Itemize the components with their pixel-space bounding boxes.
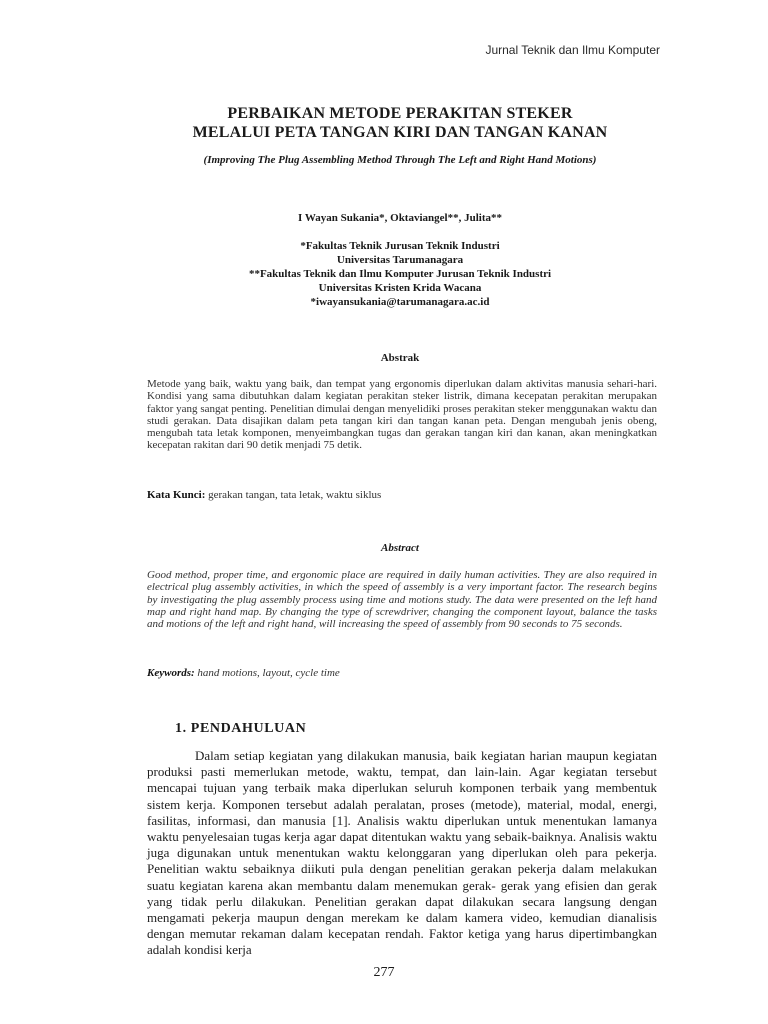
kata-kunci-values: gerakan tangan, tata letak, waktu siklus xyxy=(205,489,382,501)
author-email: *iwayansukania@tarumanagara.ac.id xyxy=(310,296,490,308)
affiliation-line: **Fakultas Teknik dan Ilmu Komputer Jurusan Teknik Industri xyxy=(248,268,552,280)
abstract-body: Good method, proper time, and ergonomic place are required in daily human activities. They are also required in electrical plug assembly activities, in which the speed of assembly is a very important factor. The research begins by investigating the plug assembly process using time and motions study. The data were presented on the left hand map and right hand map. By changing the type of screwdriver, changing the component layout, balance the tasks and motions of the left and right hand, will increasing the speed of assembly from 90 seconds to 75 seconds. xyxy=(147,569,657,631)
section-heading: 1. PENDAHULUAN xyxy=(175,721,307,736)
section-body: Dalam setiap kegiatan yang dilakukan manusia, baik kegiatan harian maupun kegiatan produksi pasti memerlukan metode, waktu, tempat, dan lain-lain. Agar kegiatan tersebut mencapai tujuan yang terbaik maka diperlukan seluruh komponen terbaik yang membentuk sistem kerja. Komponen tersebut adalah peralatan, proses (metode), material, modal, energi, fasilitas, informasi, dan manusia [1]. Analisis waktu diperlukan untuk menentukan lamanya waktu penyelesaian tugas kerja agar dapat ditentukan waktu yang sebaik-baiknya. Analisis waktu juga digunakan untuk menentukan waktu kelonggaran yang diperlukan oleh para pekerja. Penelitian waktu sebaiknya diikuti pula dengan penelitian gerakan pekerja dalam melakukan suatu kegiatan karena akan membantu dalam menemukan gerak- gerak yang efisien dan gerak yang tidak perlu dilakukan. Penelitian gerakan dapat dilakukan secara langsung dengan mengamati pekerja maupun dengan merekam ke dalam kamera video, kemudian dianalisis dengan memutar rekaman dalam kecepatan rendah. Faktor ketiga yang harus dipertimbangkan adalah kondisi kerja xyxy=(147,748,657,958)
page-number: 277 xyxy=(373,965,395,980)
kata-kunci-label: Kata Kunci: xyxy=(147,489,206,501)
title-line-2: MELALUI PETA TANGAN KIRI DAN TANGAN KANAN xyxy=(192,124,608,141)
affiliation-block xyxy=(100,239,700,309)
kata-kunci xyxy=(147,489,657,501)
affiliation-line: Universitas Tarumanagara xyxy=(336,254,464,266)
abstrak-body: Metode yang baik, waktu yang baik, dan tempat yang ergonomis diperlukan dalam aktivitas manusia sehari-hari. Kondisi yang sama dibutuhkan dalam kegiatan perakitan steker listrik, dimana kecepatan perakitan merupakan faktor yang sangat penting. Penelitian dimulai dengan menyelidiki proses perakitan steker menggunakan waktu dan studi gerakan. Data disajikan dalam peta tangan kiri dan tangan kanan peta. Dengan mengubah jenis obeng, mengubah tata letak komponen, menyeimbangkan tugas dan gerakan tangan kiri dan kanan, akan meningkatkan kecepatan rakitan dari 90 detik menjadi 75 detik. xyxy=(147,378,657,452)
abstrak-heading: Abstrak xyxy=(380,352,420,364)
keywords-label: Keywords: xyxy=(147,667,195,679)
paper-title xyxy=(100,104,700,142)
affiliation-line: *Fakultas Teknik Jurusan Teknik Industri xyxy=(300,240,500,252)
paper-subtitle: (Improving The Plug Assembling Method Through The Left and Right Hand Motions) xyxy=(203,154,597,166)
keywords xyxy=(147,667,657,679)
abstract-heading: Abstract xyxy=(381,542,419,554)
keywords-values: hand motions, layout, cycle time xyxy=(194,667,340,679)
title-line-1: PERBAIKAN METODE PERAKITAN STEKER xyxy=(227,105,573,122)
affiliation-line: Universitas Kristen Krida Wacana xyxy=(318,282,482,294)
author-list: I Wayan Sukania*, Oktaviangel**, Julita** xyxy=(298,212,502,224)
journal-name: Jurnal Teknik dan Ilmu Komputer xyxy=(485,43,660,57)
